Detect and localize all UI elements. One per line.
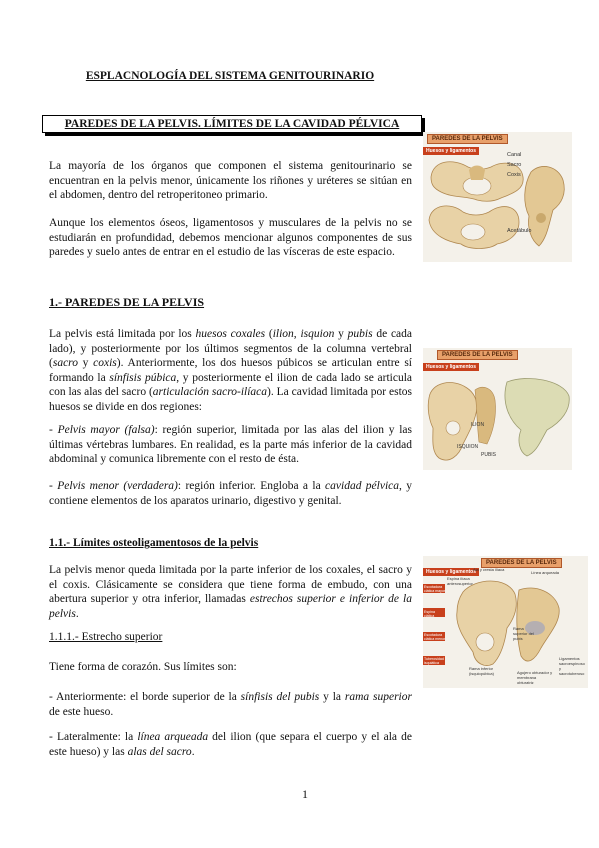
figure-3-label-10: Agujero obturador y membrana obturatriz <box>517 670 553 685</box>
figure-2-label-pubis: PUBIS <box>481 452 497 458</box>
subsection-1-1-1-intro: Tiene forma de corazón. Sus límites son: <box>49 661 237 673</box>
section-1-paragraph-1: La pelvis está limitada por los huesos coxales (ilion, isquion y pubis de cada lado), y posteriormente por los últimos segmentos de la columna vertebral (sacro y coxis). Anteriormente, los dos huesos púbicos se articulan entre sí formando la sínfisis púbica, y posteriormente el ilion de cada lado se articula con las alas del sacro (articulación sacro-ilíaca). La cavidad limitada por estos huesos se divide en dos regiones: <box>49 328 413 413</box>
figure-1-tag: Huesos y ligamentos <box>423 147 479 155</box>
section-box-title: PAREDES DE LA PELVIS. LÍMITES DE LA CAVIDAD PÉLVICA <box>42 115 422 133</box>
figure-3-tag: Huesos y ligamentos <box>423 568 479 576</box>
figure-1-label-canal: Canal <box>507 152 522 158</box>
subsection-1-1-1-lateral: - Lateralmente: la línea arqueada del ilion (que separa el cuerpo y el ala de este hueso) y las alas del sacro. <box>49 731 412 758</box>
figure-1-label-coxis: Coxis <box>507 172 521 178</box>
figure-3-label-11: Ligamentos sacroespinoso y sacrotuberoso <box>559 656 585 676</box>
section-1-paragraph-3: - Pelvis menor (verdadera): región inferior. Engloba a la cavidad pélvica, y contiene elementos de los aparatos urinario, digestivo y genital. <box>49 480 412 507</box>
figure-3-label-2: Línea arqueada <box>531 570 560 575</box>
figure-2-label-ilion: ILION <box>471 422 485 428</box>
figure-3-label-5: Espina ciática <box>424 610 435 618</box>
pelvis-figure-1 <box>423 132 572 262</box>
subsection-1-1-1-title: 1.1.1.- Estrecho superior <box>49 631 163 643</box>
figure-3-label-7: Tuberosidad isquiática <box>424 657 444 665</box>
pelvis-figure-3 <box>423 556 588 688</box>
figure-1-label-sacro: Sacro <box>507 162 522 168</box>
document-title: ESPLACNOLOGÍA DEL SISTEMA GENITOURINARIO <box>85 70 375 82</box>
page-number: 1 <box>302 787 308 801</box>
pelvis-bones-illustration-1 <box>423 132 572 262</box>
subsection-1-1-title: 1.1.- Límites osteoligamentosos de la pelvis <box>49 537 259 549</box>
figure-3-label-9: Rama inferior (isquiopúbica) <box>469 666 494 676</box>
figure-3-title: PAREDES DE LA PELVIS <box>481 558 562 568</box>
figure-2-title: PAREDES DE LA PELVIS <box>437 350 518 360</box>
subsection-1-1-paragraph: La pelvis menor queda limitada por la parte inferior de los coxales, el sacro y el coxis. Clásicamente se considera que tiene forma de embudo, con una abertura superior y otra inferior, llamadas estrechos superior e inferior de la pelvis. <box>49 564 412 620</box>
section-1-paragraph-2: - Pelvis mayor (falsa): región superior, limitada por las alas del ilion y las últimas vértebras lumbares. En realidad, es la parte más inferior de la cavidad abdominal y comunica libremente con el resto de ésta. <box>49 424 412 465</box>
figure-2-tag: Huesos y ligamentos <box>423 363 479 371</box>
figure-3-label-4: Escotadura ciática mayor <box>424 585 446 593</box>
figure-3-label-6: Escotadura ciática menor <box>424 633 446 641</box>
figure-1-title: PAREDES DE LA PELVIS <box>427 134 508 144</box>
figure-2-label-isquion: ISQUION <box>457 444 479 450</box>
figure-3-label-8: Rama superior del pubis <box>513 626 534 641</box>
pelvis-figure-2 <box>423 348 572 470</box>
figure-1-label-acetabulo: Acetábulo <box>507 228 532 234</box>
intro-paragraph-2: Aunque los elementos óseos, ligamentosos y musculares de la pelvis no se estudiarán en profundidad, debemos mencionar algunos componentes de sus paredes y suelo antes de entrar en el estudio de las vísceras de este espacio. <box>49 217 412 258</box>
section-1-title: 1.- PAREDES DE LA PELVIS <box>49 295 205 309</box>
figure-3-label-3: Espina ilíaca anterosuperior <box>447 576 473 586</box>
subsection-1-1-1-anterior: - Anteriormente: el borde superior de la sínfisis del pubis y la rama superior de este hueso. <box>49 691 412 718</box>
figure-3-label-1: Ala y cresta ilíaca <box>473 567 505 572</box>
pelvis-bones-illustration-2 <box>423 348 572 470</box>
intro-paragraph-1: La mayoría de los órganos que componen el sistema genitourinario se encuentran en la pelvis menor, únicamente los riñones y uréteres se sitúan en el abdomen, dentro del retroperitoneo primario. <box>49 160 412 201</box>
